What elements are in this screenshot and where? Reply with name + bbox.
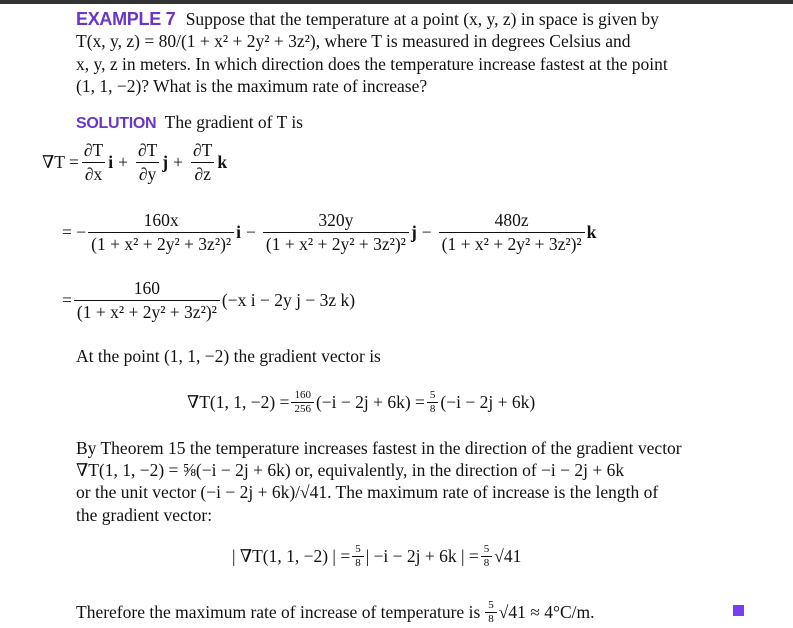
unit-k: k (217, 152, 228, 172)
numerator: ∂T (83, 140, 104, 160)
unit-j: j (162, 152, 169, 172)
fraction (190, 140, 215, 185)
op: + (118, 152, 128, 172)
theorem-line: By Theorem 15 the temperature increases fastest in the direction of the gradient vector (76, 438, 682, 458)
gradient-factored (62, 278, 355, 323)
gradient-equation (42, 140, 227, 185)
example-label: EXAMPLE 7 (76, 9, 176, 29)
eq-mid: (−i − 2j + 6k) = (315, 392, 425, 412)
theorem-line: the gradient vector: (76, 505, 213, 525)
example-line-1 (76, 8, 659, 30)
numerator: 5 (429, 389, 436, 401)
solution-label: SOLUTION (76, 115, 157, 132)
numerator: 160 (133, 278, 161, 298)
problem-text: Suppose that the temperature at a point (x, y, z) in space is given by (185, 9, 659, 29)
unit-i: i (236, 222, 242, 242)
op: − (246, 222, 256, 242)
conclusion-line (76, 600, 595, 625)
numerator: 5 (488, 599, 494, 611)
theorem-line: or the unit vector (−i − 2j + 6k)/√41. The maximum rate of increase is the length of (76, 482, 659, 502)
problem-line: T(x, y, z) = 80/(1 + x² + 2y² + 3z²), where T is measured in degrees Celsius and (76, 31, 631, 51)
numerator: ∂T (192, 140, 213, 160)
theorem-line: ∇T(1, 1, −2) = ⅝(−i − 2j + 6k) or, equivalently, in the direction of −i − 2j + 6k (76, 460, 625, 480)
denominator: ∂y (136, 162, 159, 185)
solution-intro: The gradient of T is (164, 112, 303, 132)
denominator: (1 + x² + 2y² + 3z²)² (263, 232, 409, 255)
denominator: 256 (291, 402, 314, 415)
denominator: (1 + x² + 2y² + 3z²)² (439, 232, 585, 255)
fraction (263, 210, 409, 255)
denominator: 8 (481, 556, 493, 569)
numerator: 160x (143, 210, 179, 230)
op: − (421, 222, 432, 242)
fraction (485, 600, 497, 625)
denominator: 8 (427, 402, 439, 415)
fraction (135, 140, 160, 185)
denominator: (1 + x² + 2y² + 3z²)² (74, 300, 220, 323)
fraction (427, 390, 439, 415)
numerator: 320y (318, 210, 354, 230)
unit-i: i (108, 152, 114, 172)
denominator: ∂x (82, 162, 105, 185)
fraction (291, 390, 314, 415)
eq-lead: = (62, 290, 72, 310)
fraction (88, 210, 234, 255)
end-of-solution-mark (733, 605, 744, 616)
problem-line: (1, 1, −2)? What is the maximum rate of increase? (76, 76, 428, 96)
gradient-at-point (187, 390, 535, 415)
top-border (0, 0, 793, 4)
numerator: 5 (483, 543, 490, 555)
denominator: ∂z (191, 162, 213, 185)
eq-tail: √41 (494, 546, 522, 566)
denominator: (1 + x² + 2y² + 3z²)² (88, 232, 234, 255)
eq-lhs: ∇T = (42, 152, 79, 172)
max-rate-equation (232, 544, 521, 569)
solution-line (76, 111, 303, 135)
eq-tail: (−x i − 2y j − 3z k) (221, 290, 356, 310)
op: + (173, 152, 183, 172)
numerator: 5 (355, 543, 361, 555)
numerator: 480z (494, 210, 529, 230)
fraction (74, 278, 220, 323)
at-point-text: At the point (1, 1, −2) the gradient vector is (76, 346, 381, 366)
fraction (439, 210, 585, 255)
denominator: 8 (352, 556, 364, 569)
fraction (81, 140, 106, 185)
fraction (352, 544, 364, 569)
unit-j: j (410, 222, 417, 242)
numerator: 160 (294, 389, 311, 401)
gradient-expanded (62, 210, 596, 255)
denominator: 8 (485, 612, 497, 625)
eq-lead: = − (62, 222, 87, 242)
fraction (481, 544, 493, 569)
numerator: ∂T (137, 140, 158, 160)
unit-k: k (586, 222, 597, 242)
eq-lhs: | ∇T(1, 1, −2) | = (232, 546, 351, 566)
eq-mid: | −i − 2j + 6k | = (365, 546, 479, 566)
conclusion-tail: √41 ≈ 4°C/m. (498, 602, 595, 622)
conclusion-text: Therefore the maximum rate of increase of temperature is (76, 602, 481, 622)
eq-tail: (−i − 2j + 6k) (440, 392, 536, 412)
problem-line: x, y, z in meters. In which direction does the temperature increase fastest at the point (76, 54, 668, 74)
eq-lhs: ∇T(1, 1, −2) = (187, 392, 290, 412)
